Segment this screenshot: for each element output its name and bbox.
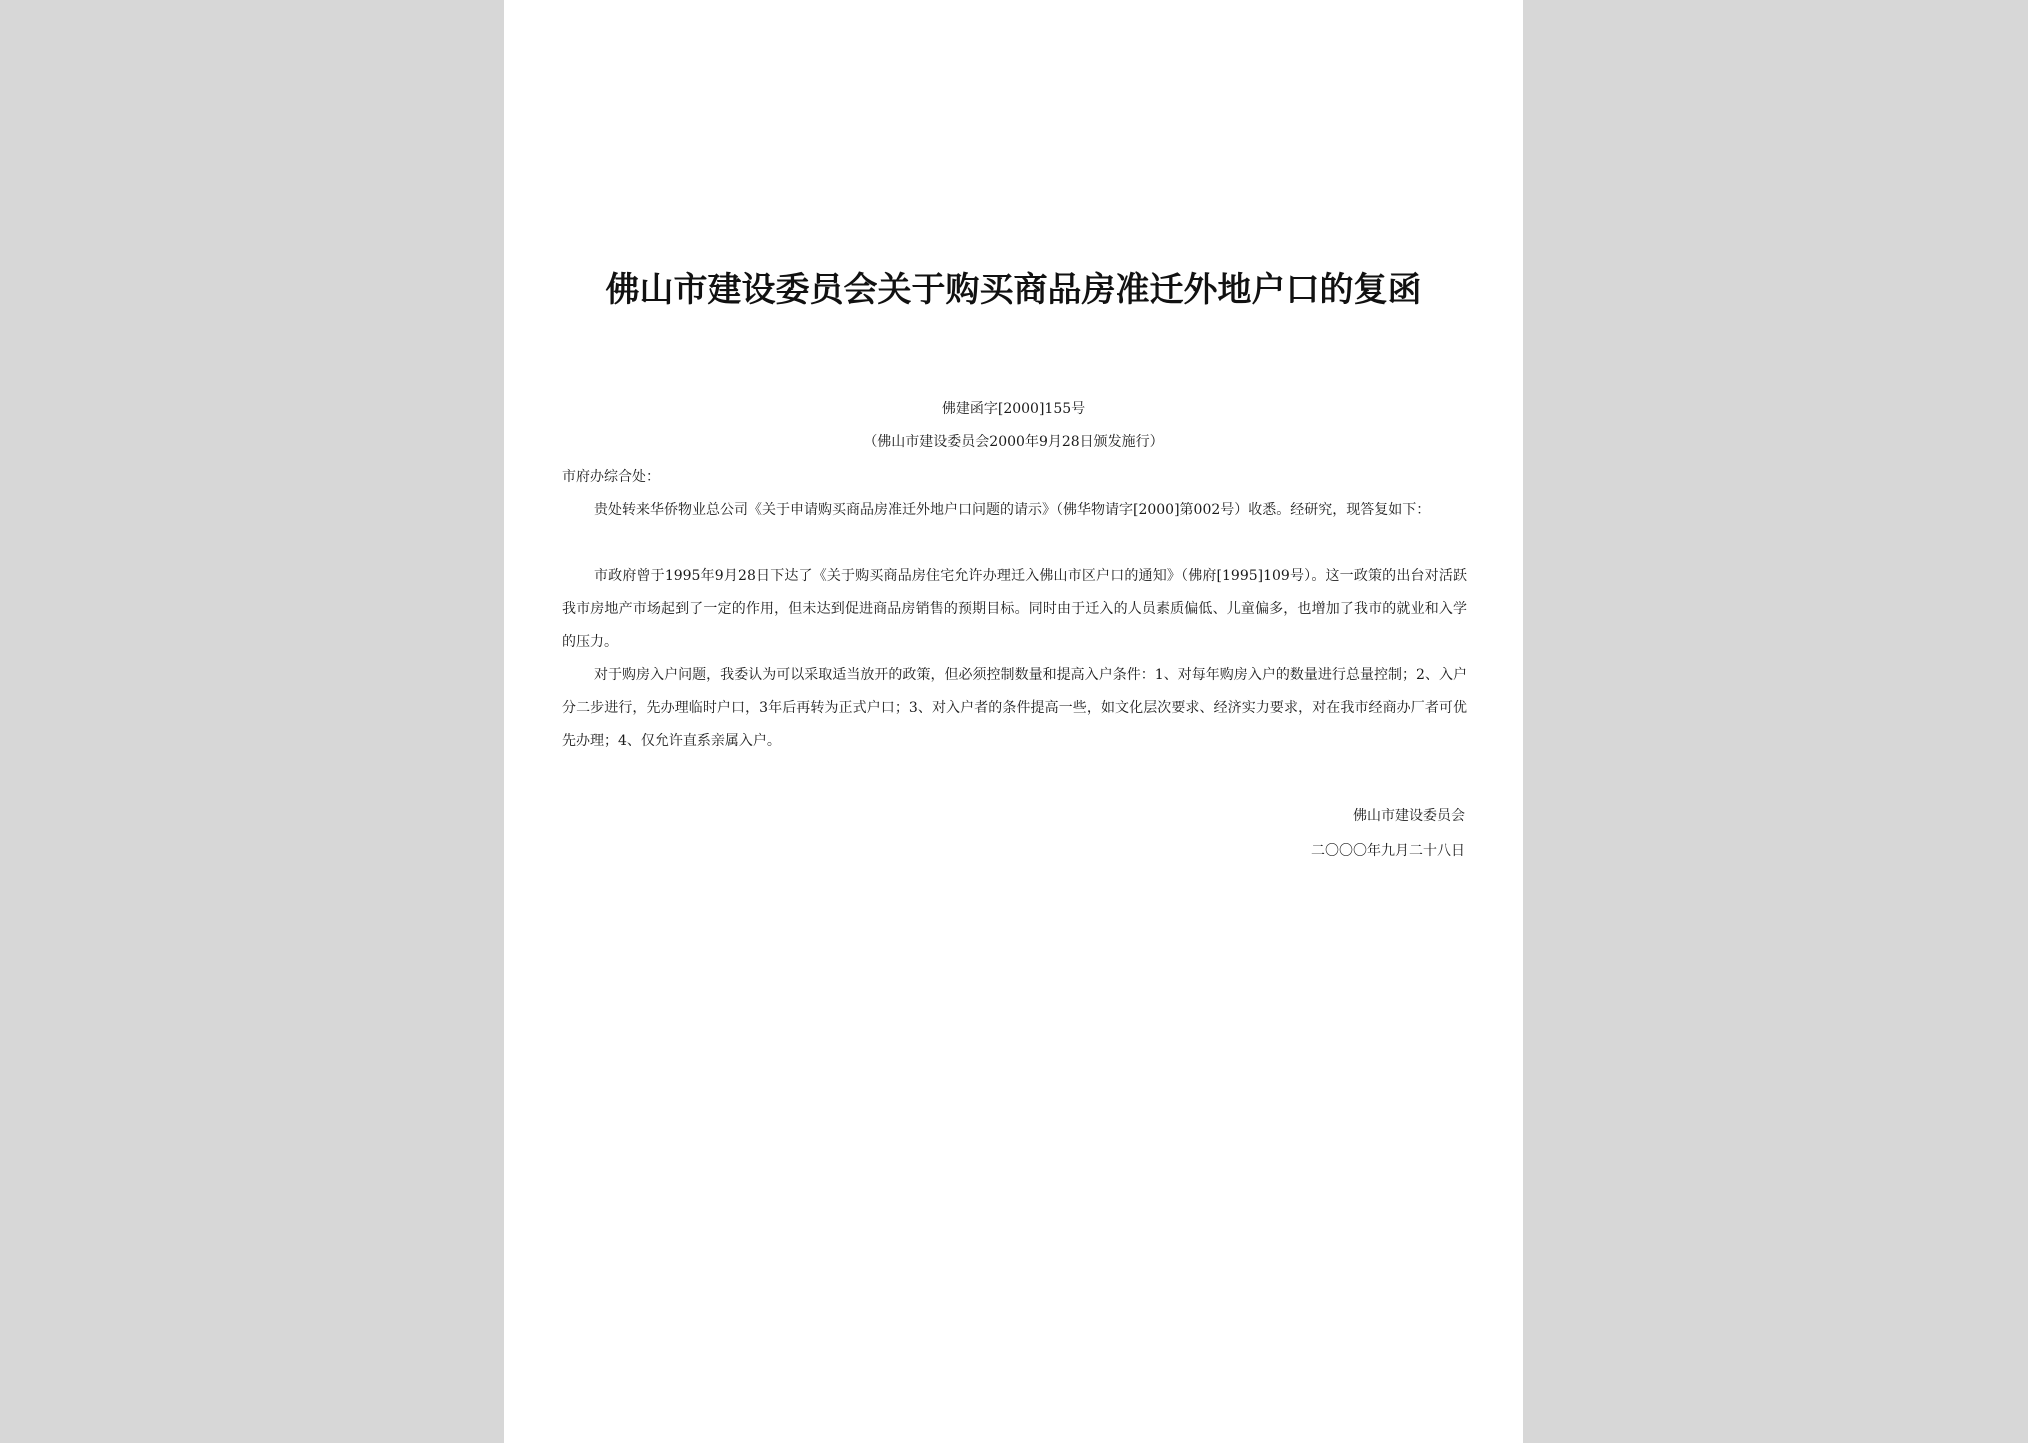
document-number: 佛建函字[2000]155号 [941,401,1086,417]
document-page [504,0,1523,1443]
issue-note: （佛山市建设委员会2000年9月28日颁发施行） [863,434,1164,450]
document-title: 佛山市建设委员会关于购买商品房准迁外地户口的复函 [605,270,1422,310]
paragraph-2: 市政府曾于1995年9月28日下达了《关于购买商品房住宅允许办理迁入佛山市区户口的通知》（佛府[1995]109号）。这一政策的出台对活跃我市房地产市场起到了一定的作用，但未达到促进商品房销售的预期目标。同时由于迁入的人员素质偏低、儿童偏多，也增加了我市的就业和入学的压力。 [562,568,1467,650]
salutation: 市府办综合处： [562,469,660,485]
paragraph-3: 对于购房入户问题，我委认为可以采取适当放开的政策，但必须控制数量和提高入户条件：1、对每年购房入户的数量进行总量控制；2、入户分二步进行，先办理临时户口，3年后再转为正式户口；3、对入户者的条件提高一些，如文化层次要求、经济实力要求，对在我市经商办厂者可优先办理；4、仅允许直系亲属入户。 [562,667,1467,749]
signing-date: 二〇〇〇年九月二十八日 [1311,843,1465,859]
signature: 佛山市建设委员会 [1353,808,1465,824]
paragraph-1: 贵处转来华侨物业总公司《关于申请购买商品房准迁外地户口问题的请示》（佛华物请字[2000]第002号）收悉。经研究，现答复如下： [594,502,1431,518]
